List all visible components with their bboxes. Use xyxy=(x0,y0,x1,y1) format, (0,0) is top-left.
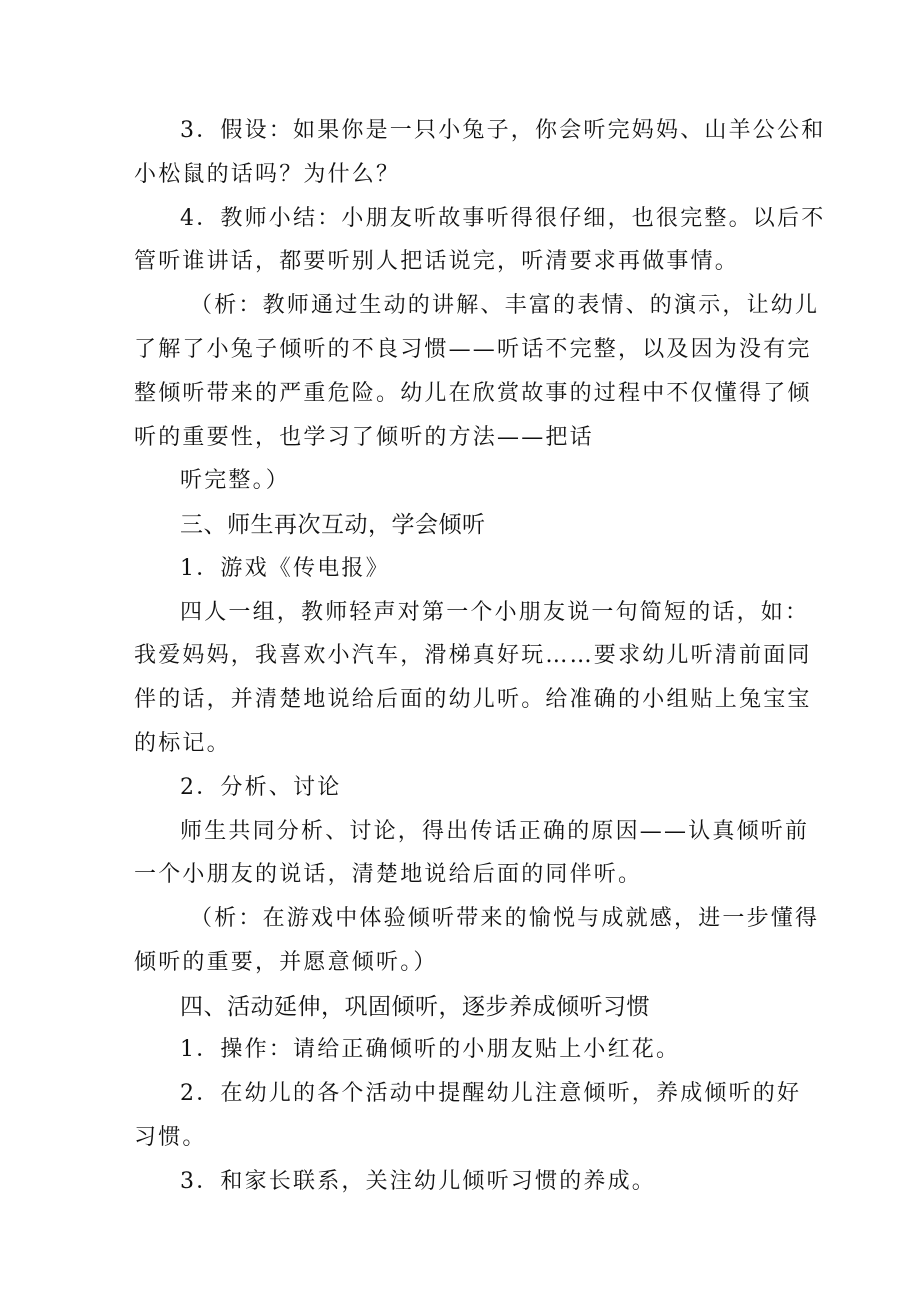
text-line: 1．游戏《传电报》 xyxy=(180,556,390,581)
analysis-text-line: 整倾听带来的严重危险。幼儿在欣赏故事的过程中不仅懂得了倾 xyxy=(134,381,812,406)
analysis-text-line: （析：教师通过生动的讲解、丰富的表情、的演示，让幼儿 xyxy=(190,293,820,318)
text-line: 3．假设：如果你是一只小兔子，你会听完妈妈、山羊公公和 xyxy=(180,118,826,143)
text-line: 师生共同分析、讨论，得出传话正确的原因——认真倾听前 xyxy=(180,819,810,844)
section-heading-3: 三、师生再次互动，学会倾听 xyxy=(180,512,486,538)
text-line: 我爱妈妈，我喜欢小汽车，滑梯真好玩……要求幼儿听清前面同 xyxy=(134,643,812,668)
analysis-text-line: 了解了小兔子倾听的不良习惯——听话不完整，以及因为没有完 xyxy=(134,337,812,362)
section-heading-4: 四、活动延伸，巩固倾听，逐步养成倾听习惯 xyxy=(180,994,650,1020)
text-line: 一个小朋友的说话，清楚地说给后面的同伴听。 xyxy=(134,862,643,887)
text-line: 2．在幼儿的各个活动中提醒幼儿注意倾听，养成倾听的好 xyxy=(180,1081,802,1106)
analysis-text-line: 听完整。） xyxy=(180,468,291,493)
text-line: 伴的话，并清楚地说给后面的幼儿听。给准确的小组贴上兔宝宝 xyxy=(134,687,812,712)
text-line: 的标记。 xyxy=(134,731,231,756)
text-line: 4．教师小结：小朋友听故事听得很仔细，也很完整。以后不 xyxy=(180,206,826,231)
analysis-text-line: 倾听的重要，并愿意倾听。） xyxy=(134,950,438,975)
text-line: 小松鼠的话吗？为什么？ xyxy=(134,162,401,187)
text-line: 习惯。 xyxy=(134,1125,207,1150)
text-line: 2．分析、讨论 xyxy=(180,775,342,800)
text-line: 四人一组，教师轻声对第一个小朋友说一句简短的话，如： xyxy=(180,600,810,625)
analysis-text-line: （析：在游戏中体验倾听带来的愉悦与成就感，进一步懂得 xyxy=(190,906,820,931)
text-line: 3．和家长联系，关注幼儿倾听习惯的养成。 xyxy=(180,1169,656,1194)
analysis-text-line: 听的重要性，也学习了倾听的方法——把话 xyxy=(134,425,594,450)
text-line: 管听谁讲话，都要听别人把话说完，听清要求再做事情。 xyxy=(134,249,740,274)
text-line: 1．操作：请给正确倾听的小朋友贴上小红花。 xyxy=(180,1037,681,1062)
